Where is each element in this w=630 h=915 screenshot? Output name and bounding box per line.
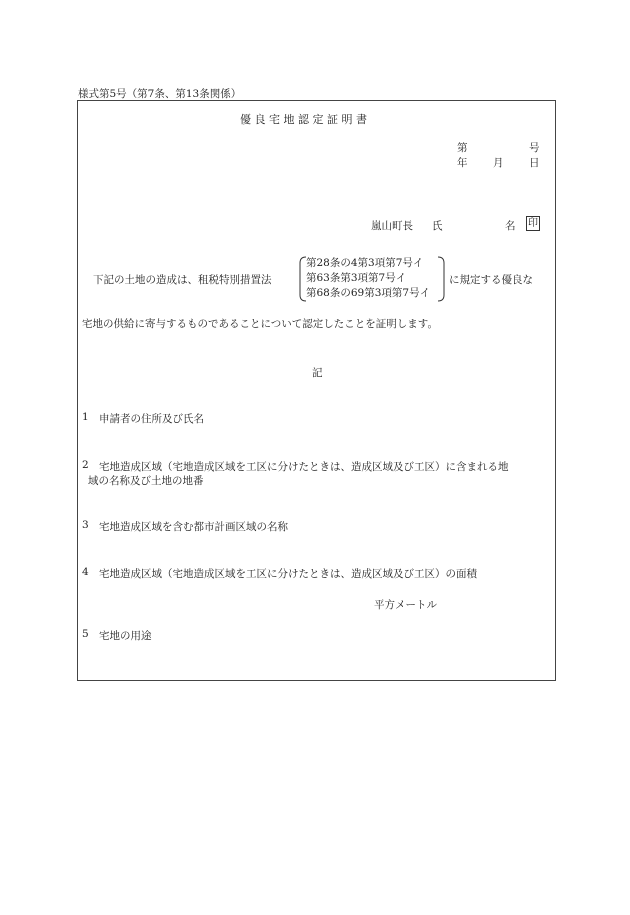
item-number: 5 [82,628,89,640]
number-label-go: 号 [529,142,540,154]
clause-item: 第63条第3項第7号イ [306,272,407,284]
issuer-shi: 氏 [432,220,443,232]
right-bracket [436,256,446,302]
item-number: 2 [82,459,89,471]
seal-mark [526,216,540,231]
item-text: 宅地造成区域（宅地造成区域を工区に分けたときは、造成区域及び工区）に含まれる地 [99,461,509,473]
form-number: 様式第5号（第7条、第13条関係） [78,88,242,100]
item-text: 申請者の住所及び氏名 [99,413,204,425]
ki-heading: 記 [312,367,323,379]
item-number: 1 [82,411,89,423]
clause-item: 第68条の69第3項第7号イ [306,287,431,299]
issuer-mei: 名 [505,220,516,232]
clause-list [306,256,430,301]
date-year-label: 年 [457,157,468,169]
certificate-frame [77,100,556,681]
certificate-title: 優 良 宅 地 認 定 証 明 書 [240,113,367,126]
item-text: 宅地造成区域を含む都市計画区域の名称 [99,521,288,533]
seal-char: 印 [528,218,538,229]
issuer-title: 嵐山町長 [371,220,413,232]
statement-line2: 宅地の供給に寄与するものであることについて認定したことを証明します。 [82,318,438,330]
clause-item: 第28条の4第3項第7号イ [306,257,424,269]
date-day-label: 日 [529,157,540,169]
item-number: 4 [82,566,89,578]
item-text-continued: 域の名称及び土地の地番 [88,475,204,487]
item-text: 宅地の用途 [99,630,152,642]
area-unit: 平方メートル [374,599,437,611]
number-label-dai: 第 [457,142,468,154]
statement-trail: に規定する優良な [449,274,533,286]
item-number: 3 [82,519,89,531]
date-month-label: 月 [493,157,504,169]
statement-lead: 下記の土地の造成は、租税特別措置法 [93,274,272,286]
item-text: 宅地造成区域（宅地造成区域を工区に分けたときは、造成区域及び工区）の面積 [99,568,477,580]
